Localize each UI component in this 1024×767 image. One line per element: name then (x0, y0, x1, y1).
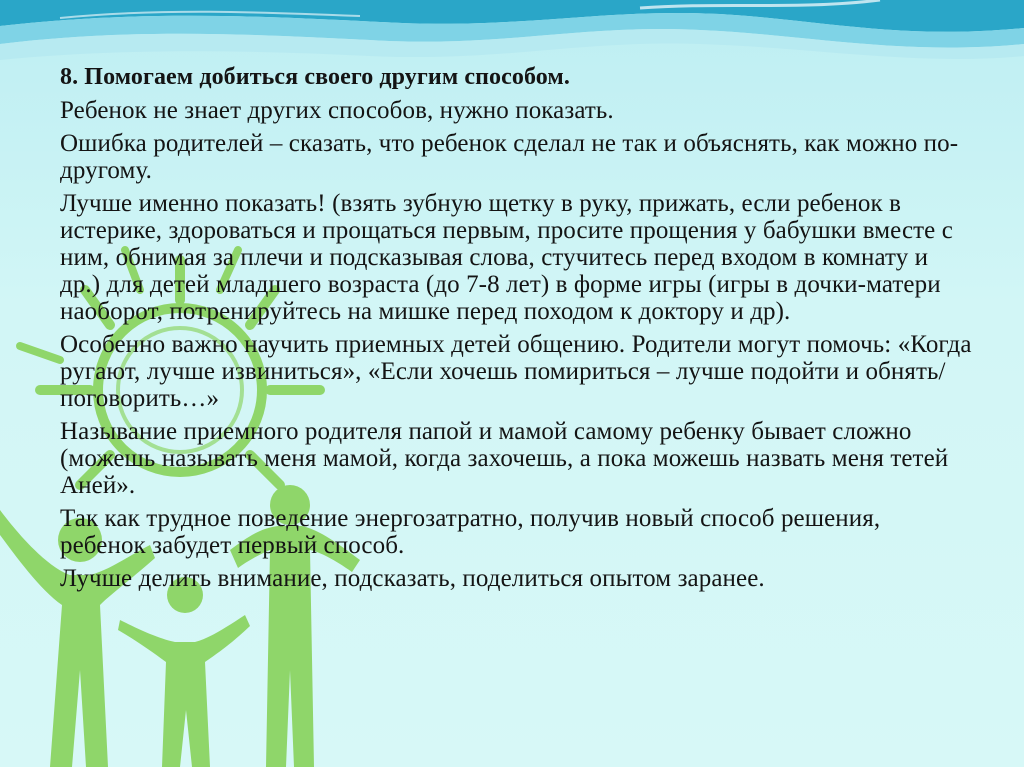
paragraph-3: Лучше именно показать! (взять зубную щетку в руку, прижать, если ребенок в истерике, здороваться и прощаться первым, просите прощения у бабушки вместе с ним, обнимая за плечи и подсказывая слова, стучитесь перед входом в комнату и др.) для детей младшего возраста (до 7-8 лет) в форме игры (игры в дочки-матери наоборот, потренируйтесь на мишке перед походом к доктору и др). (60, 190, 953, 325)
paragraph-4: Особенно важно научить приемных детей общению. Родители могут помочь: «Когда ругают, лучше извиниться», «Если хочешь помириться – лучше подойти и обнять/поговорить…» (60, 331, 972, 412)
paragraph-5: Называние приемного родителя папой и мамой самому ребенку бывает сложно (можешь называть меня мамой, когда захочешь, а пока можешь назвать меня тетей Аней». (60, 418, 949, 499)
paragraph-2: Ошибка родителей – сказать, что ребенок сделал не так и объяснять, как можно по-другому. (60, 130, 959, 184)
paragraph-1: Ребенок не знает других способов, нужно показать. (60, 97, 614, 124)
slide-heading: 8. Помогаем добиться своего другим способом. (60, 64, 570, 90)
slide-content (60, 64, 972, 598)
paragraph-7: Лучше делить внимание, подсказать, поделиться опытом заранее. (60, 565, 765, 592)
paragraph-6: Так как трудное поведение энергозатратно, получив новый способ решения, ребенок забудет первый способ. (60, 505, 881, 559)
